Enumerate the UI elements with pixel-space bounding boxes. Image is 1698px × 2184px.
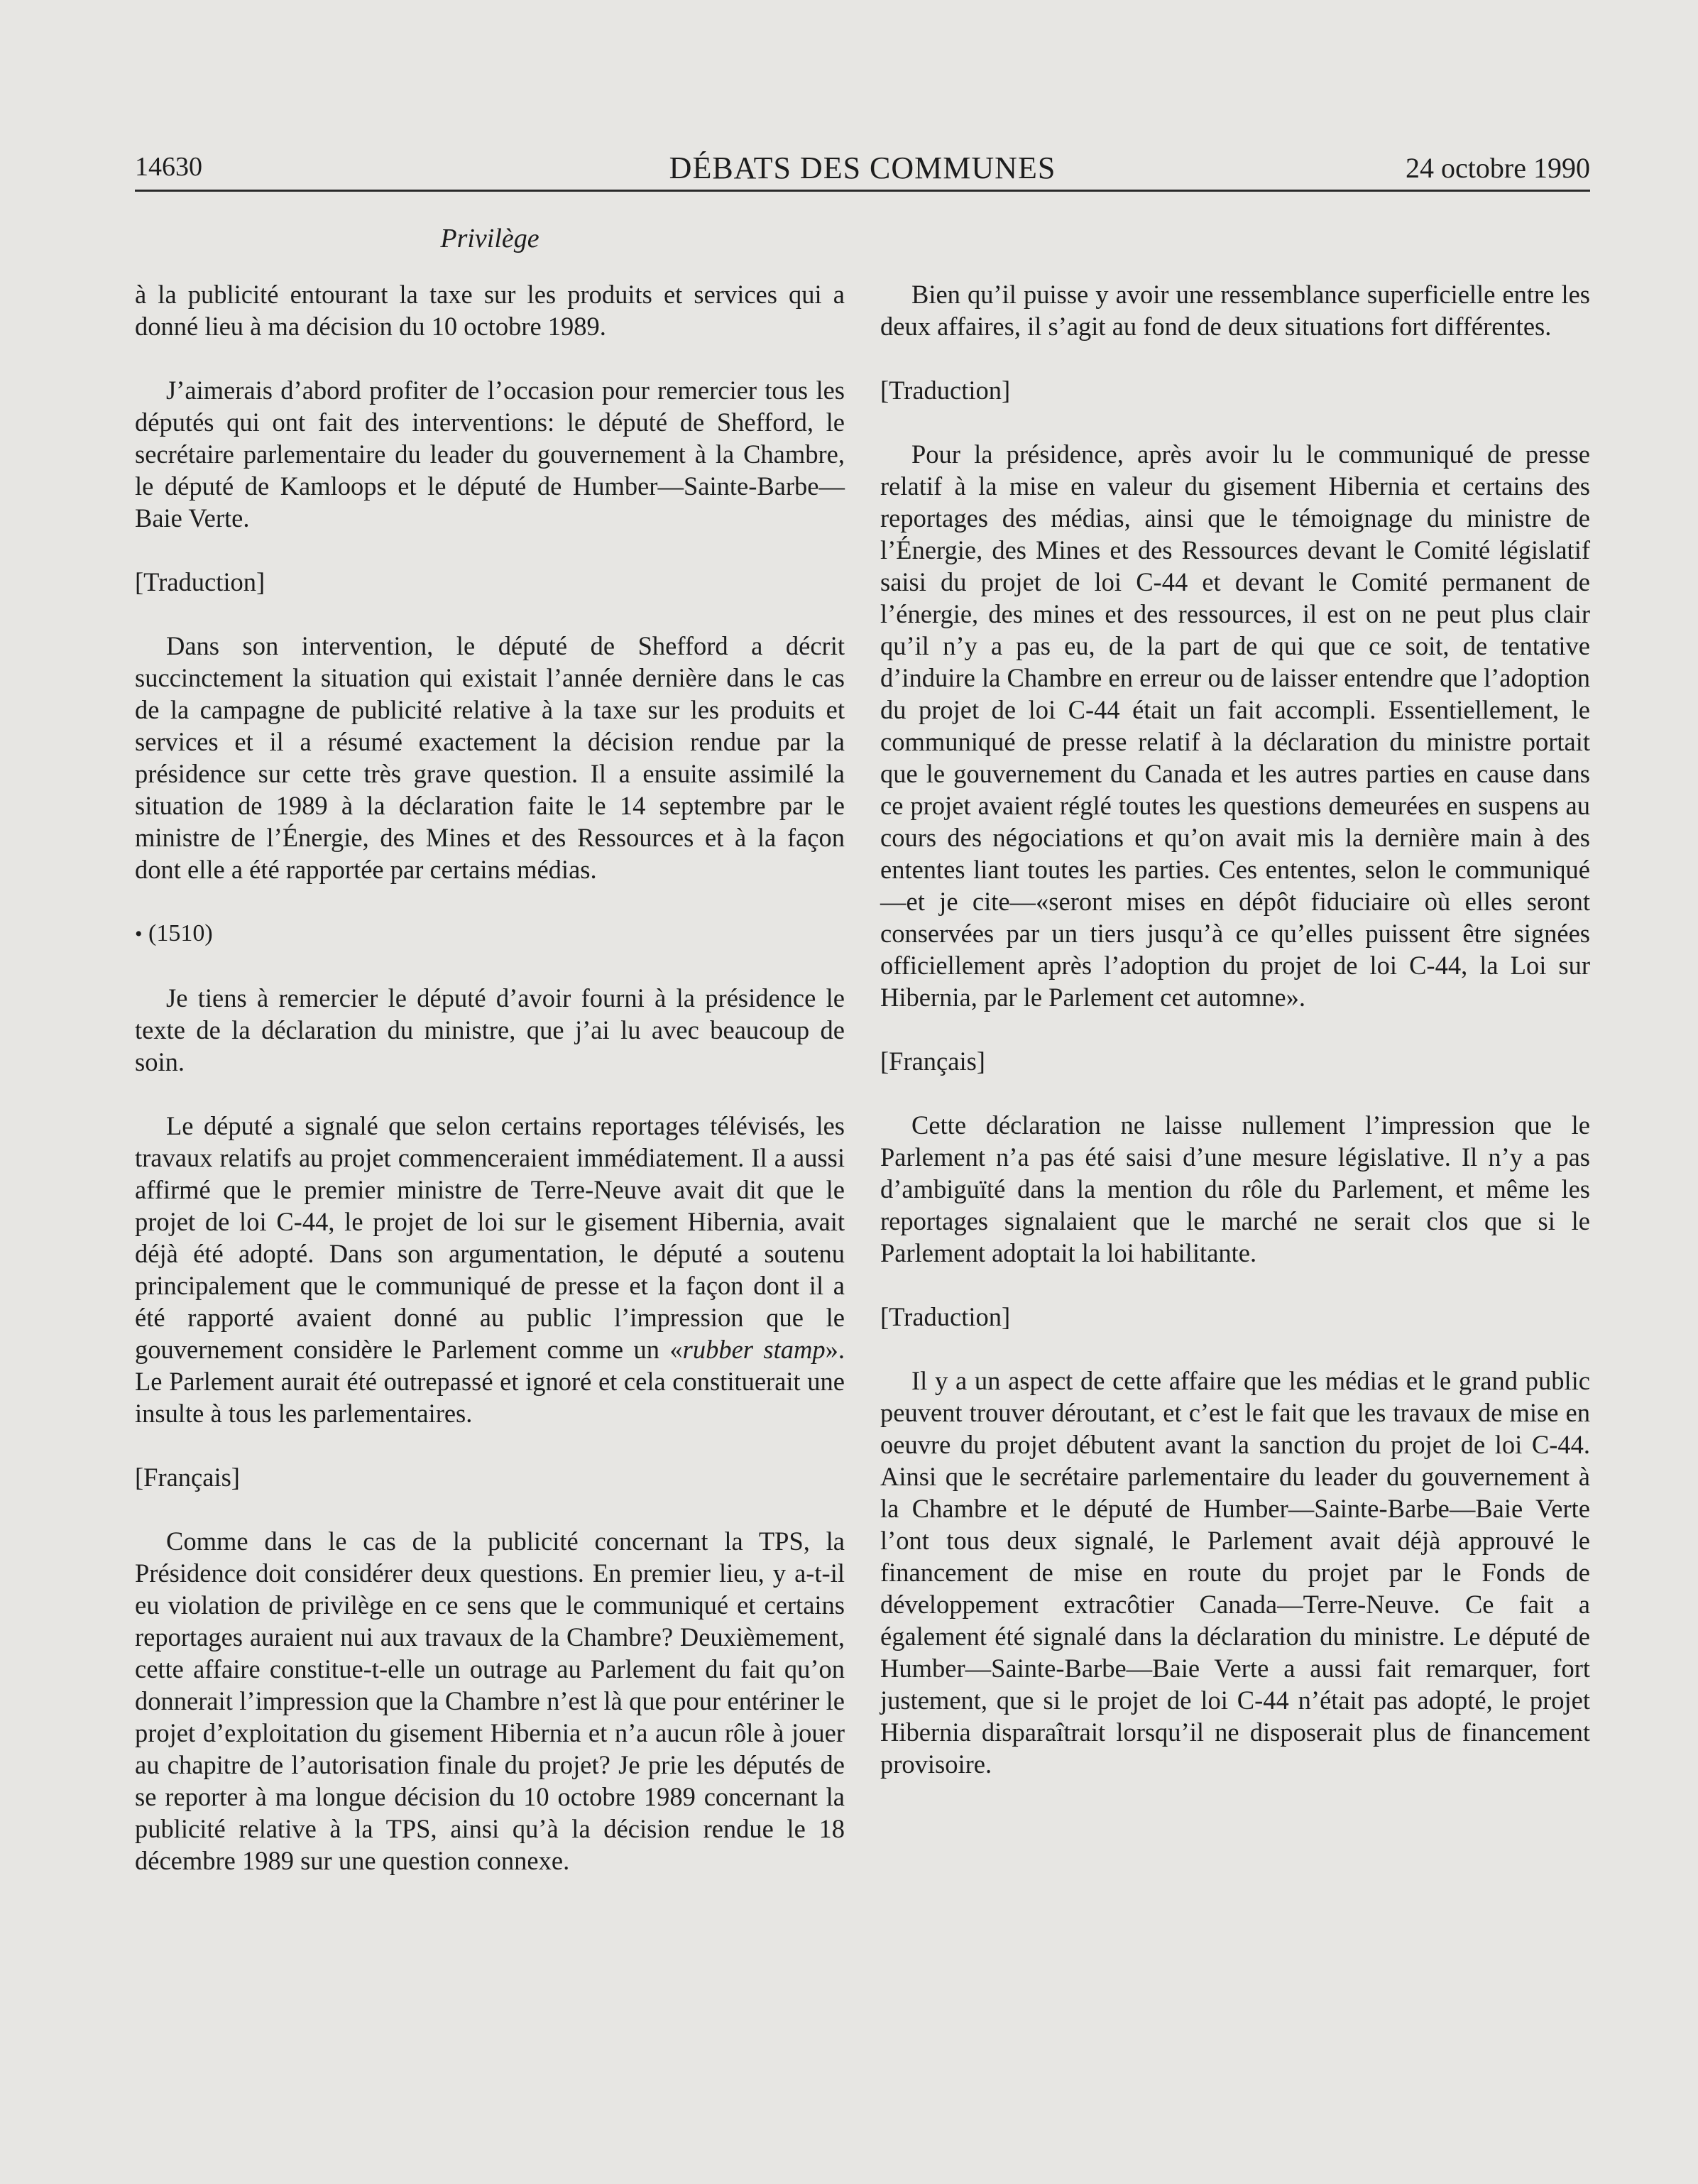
page-number: 14630 — [135, 152, 202, 182]
publication-title: DÉBATS DES COMMUNES — [669, 151, 1056, 185]
page-header — [135, 146, 1590, 192]
paragraph: Comme dans le cas de la publicité concernant la TPS, la Présidence doit considérer deux questions. En premier lieu, y a-t-il eu violation de privilège en ce sens que le communiqué et certains reportages auraient nui aux travaux de la Chambre? Deuxièmement, cette affaire constitue-t-elle un outrage au Parlement du fait qu’on donnerait l’impression que la Chambre n’est là que pour entériner le projet d’exploitation du gisement Hibernia et n’a aucun rôle à jouer au chapitre de l’autorisation finale du projet? Je prie les députés de se reporter à ma longue décision du 10 octobre 1989 concernant la publicité relative à la TPS, ainsi qu’à la décision rendue le 18 décembre 1989 sur une question connexe. — [135, 1527, 845, 1875]
paragraph: J’aimerais d’abord profiter de l’occasion pour remercier tous les députés qui ont fait des interventions: le député de Shefford, le secrétaire parlementaire du leader du gouvernement à la Chambre, le député de Kamloops et le député de Humber—Sainte-Barbe—Baie Verte. — [135, 376, 845, 533]
paragraph: Je tiens à remercier le député d’avoir fourni à la présidence le texte de la déclaration du ministre, que j’ai lu avec beaucoup de soin. — [135, 983, 845, 1076]
paragraph: Pour la présidence, après avoir lu le communiqué de presse relatif à la mise en valeur du gisement Hibernia et certains des reportages des médias, ainsi que le témoignage du ministre de l’Énergie, des Mines et des Ressources devant le Comité législatif saisi du projet de loi C-44 et devant le Comité permanent de l’énergie, des mines et des ressources, il est on ne peut plus clair qu’il n’y a pas eu, de la part de qui que ce soit, de tentative d’induire la Chambre en erreur ou de laisser entendre que l’adoption du projet de loi C-44 était un fait accompli. Essentiellement, le communiqué de presse relatif à la déclaration du ministre portait que le gouvernement du Canada et les autres parties en cause dans ce projet avaient réglé toutes les questions demeurées en suspens au cours des négociations et qu’on avait mis la dernière main à des ententes liant toutes les parties. Ces ententes, selon le communiqué—et je cite—«seront mises en dépôt fiduciaire où elles seront conservées par un tiers jusqu’à ce qu’elles puissent être signées officiellement après l’adoption du projet de loi C-44, la Loi sur Hibernia, par le Parlement cet automne». — [880, 439, 1590, 1012]
paragraph: Il y a un aspect de cette affaire que les médias et le grand public peuvent trouver déroutant, et c’est le fait que les travaux de mise en oeuvre du projet débutent avant la sanction du projet de loi C-44. Ainsi que le secrétaire parlementaire du leader du gouvernement à la Chambre et le député de Humber—Sainte-Barbe—Baie Verte l’ont tous deux signalé, le Parlement avait déjà approuvé le financement de mise en route du projet par le Fonds de développement extracôtier Canada—Terre-Neuve. Ce fait a également été signalé dans la déclaration du ministre. Le député de Humber—Sainte-Barbe—Baie Verte a aussi fait remarquer, fort justement, que si le projet de loi C-44 n’était pas adopté, le projet Hibernia disparaîtrait lorsqu’il ne disposerait plus de financement provisoire. — [880, 1366, 1590, 1779]
paragraph-text: Le député a signalé que selon certains reportages télévisés, les travaux relatifs au projet commenceraient immédiatement. Il a aussi affirmé que le premier ministre de Terre-Neuve avait dit que le projet de loi C-44, le projet de loi sur le gisement Hibernia, avait déjà été adopté. Dans son argumentation, le député a soutenu principalement que le communiqué de presse et la façon dont il a été rapporté avaient donné au public l’impression que le gouvernement considère le Parlement comme un « — [135, 1111, 845, 1364]
paragraph: Dans son intervention, le député de Shefford a décrit succinctement la situation qui existait l’année dernière dans le cas de la campagne de publicité relative à la taxe sur les produits et services et il a résumé exactement la décision rendue par la présidence sur cette très grave question. Il a ensuite assimilé la situation de 1989 à la déclaration faite le 14 septembre par le ministre de l’Énergie, des Mines et des Ressources et à la façon dont elle a été rapportée par certains médias. — [135, 631, 845, 884]
publication-date: 24 octobre 1990 — [1406, 152, 1590, 184]
paragraph-text: ». Le Parlement aurait été outrepassé et ignoré et cela constituerait une insulte à tous les parlementaires. — [135, 1335, 845, 1428]
section-title: Privilège — [440, 224, 539, 253]
bullet-icon: • — [135, 922, 143, 946]
paragraph: Cette déclaration ne laisse nullement l’impression que le Parlement n’a pas été saisi d’une mesure législative. Il n’y a pas d’ambiguïté dans la mention du rôle du Parlement, et même les reportages signalaient que le marché ne serait clos que si le Parlement adoptait la loi habilitante. — [880, 1110, 1590, 1267]
language-label: [Traduction] — [880, 1302, 1011, 1331]
paragraph: à la publicité entourant la taxe sur les produits et services qui a donné lieu à ma décision du 10 octobre 1989. — [135, 280, 845, 341]
time-marker — [135, 917, 845, 950]
language-label: [Traduction] — [880, 376, 1011, 405]
left-column — [135, 278, 845, 1909]
paragraph — [135, 1110, 845, 1429]
italic-phrase: rubber stamp — [682, 1335, 826, 1364]
language-label: [Français] — [135, 1463, 240, 1492]
right-column — [880, 278, 1590, 1812]
language-label: [Traduction] — [135, 567, 265, 596]
paragraph: Bien qu’il puisse y avoir une ressemblance superficielle entre les deux affaires, il s’agit au fond de deux situations fort différentes. — [880, 280, 1590, 341]
time-stamp: (1510) — [148, 920, 213, 946]
language-label: [Français] — [880, 1047, 985, 1076]
